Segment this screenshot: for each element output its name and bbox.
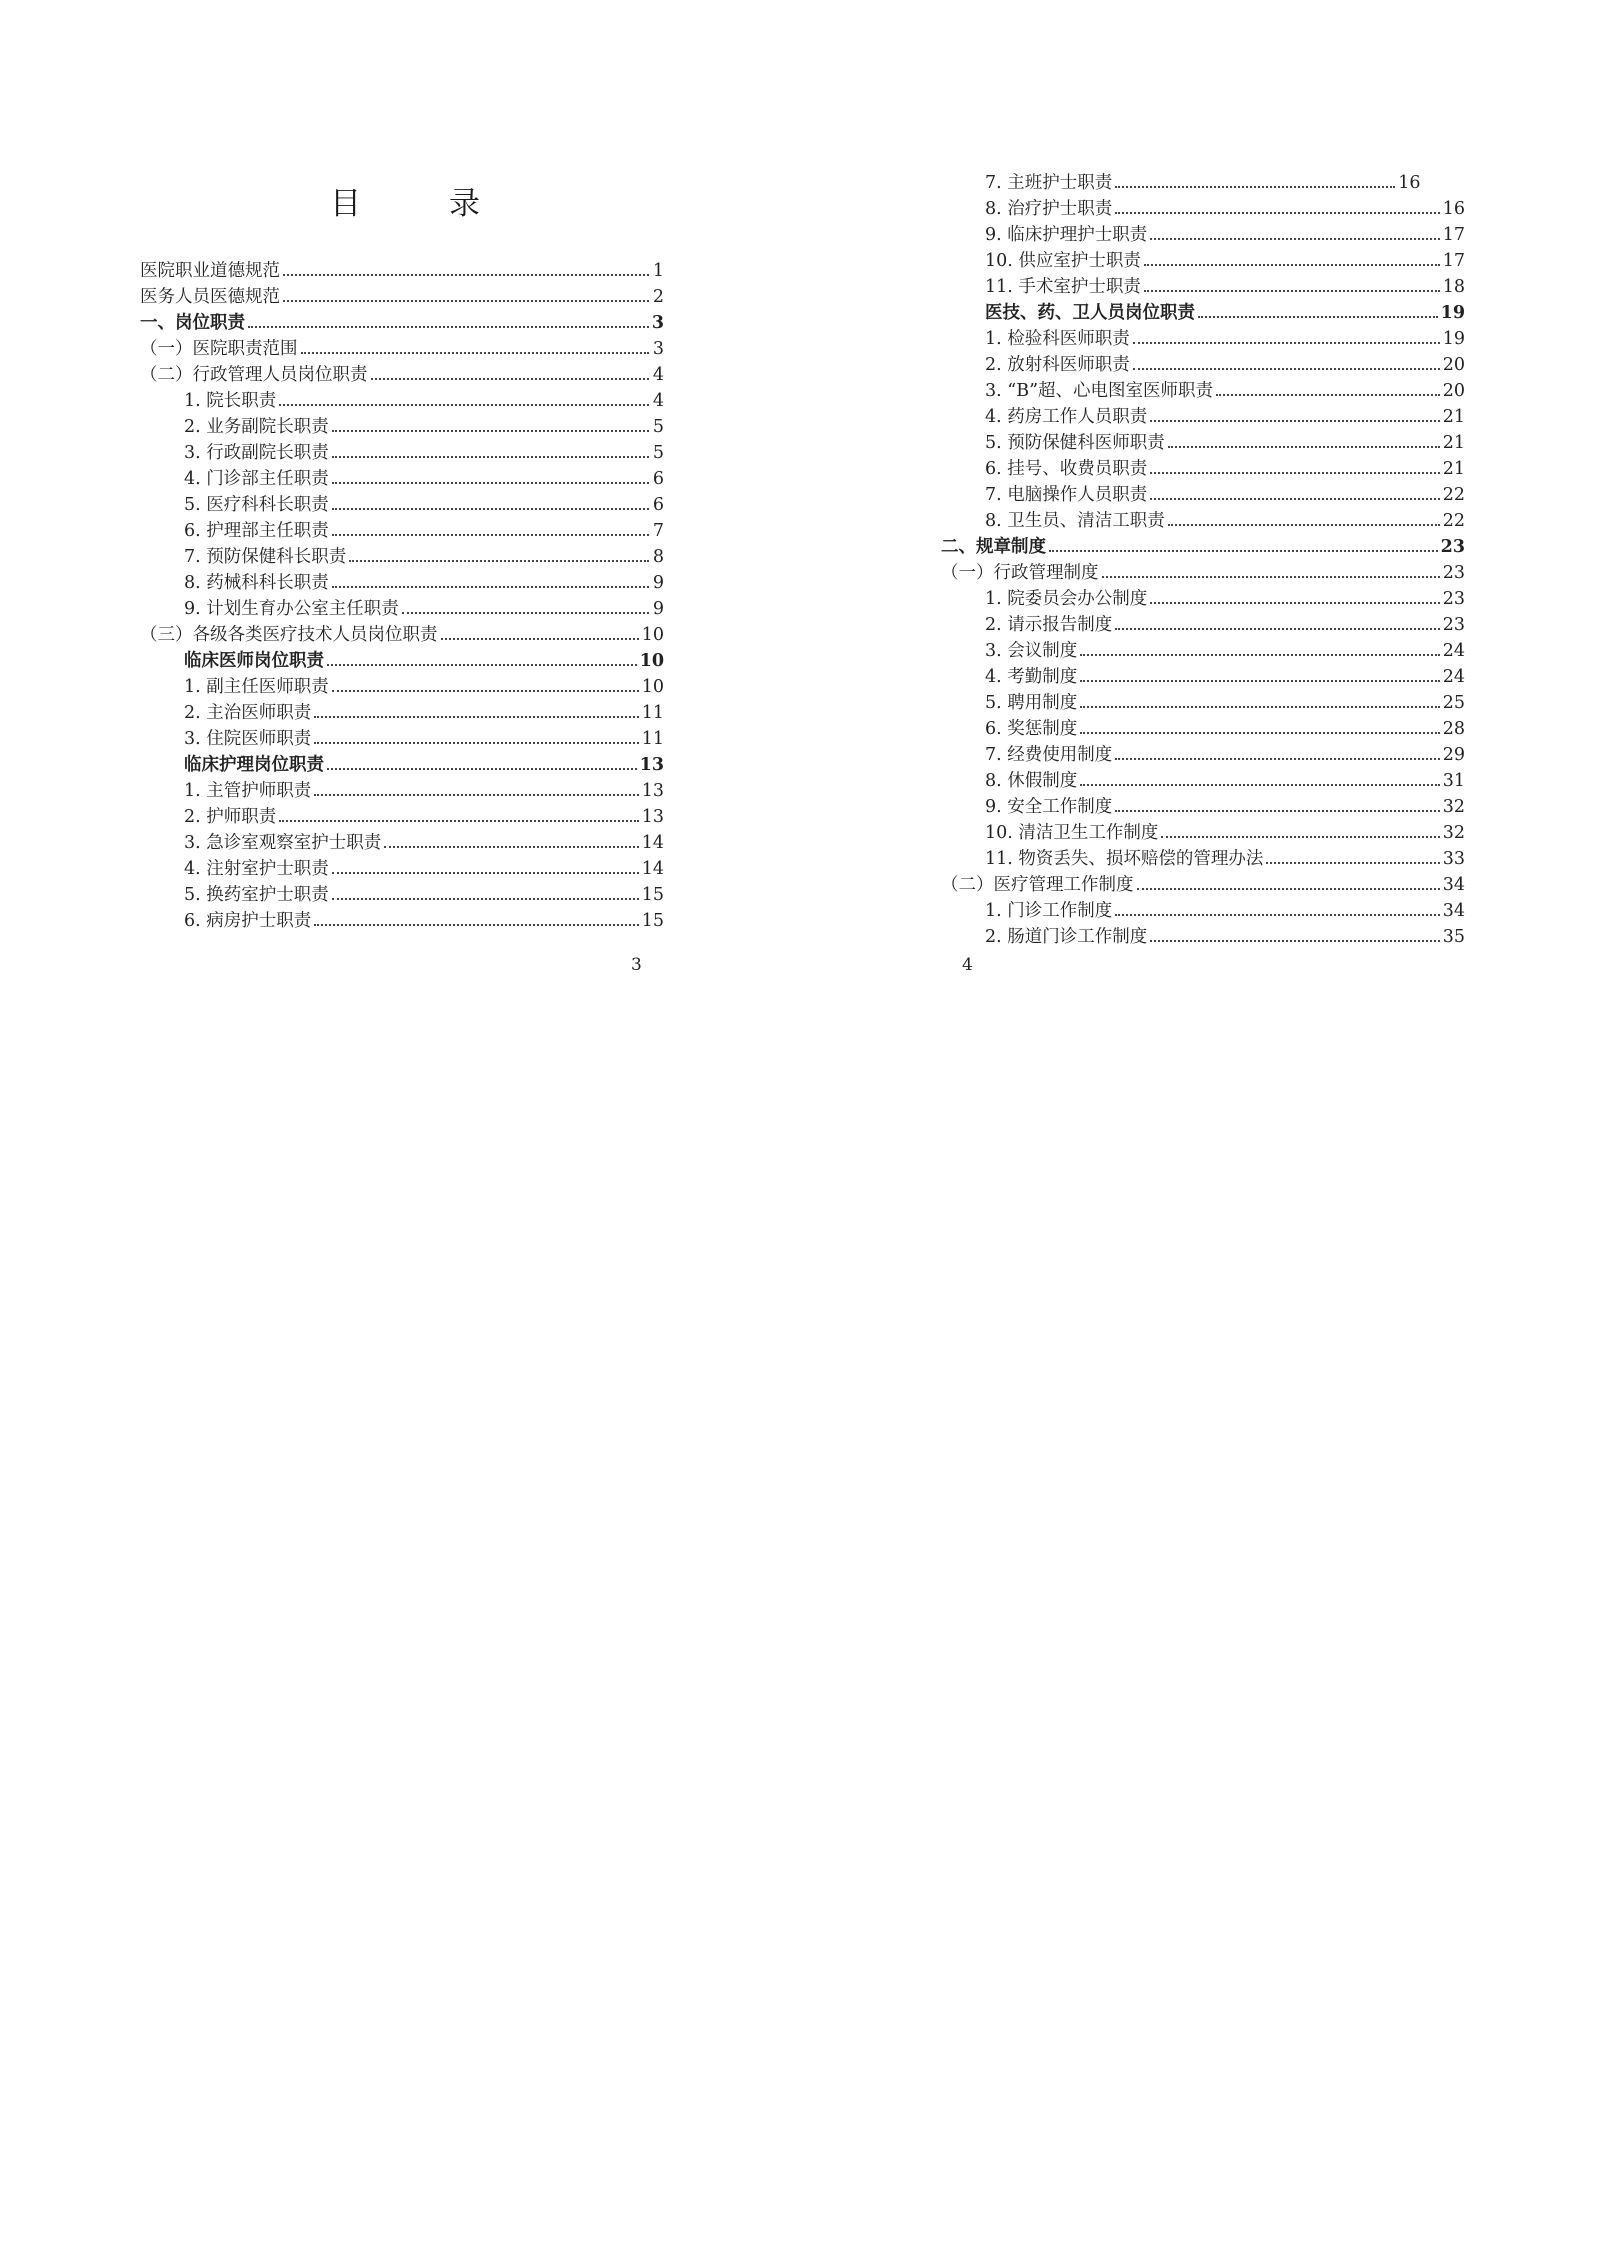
toc-entry-label: 10. 供应室护士职责 [985, 251, 1141, 271]
toc-entry[interactable] [140, 518, 664, 544]
toc-entry[interactable] [941, 898, 1465, 924]
toc-entry-page: 33 [1442, 849, 1465, 869]
toc-entry-label: （三）各级各类医疗技术人员岗位职责 [140, 625, 438, 645]
page-number-left: 3 [631, 955, 642, 975]
toc-entry-label: 8. 卫生员、清洁工职责 [985, 511, 1165, 531]
toc-entry-label: 3. 行政副院长职责 [184, 443, 329, 463]
dot-leader [1137, 888, 1440, 890]
dot-leader [1115, 914, 1439, 916]
toc-entry-page: 25 [1442, 693, 1465, 713]
page-title-char-2: 录 [449, 186, 480, 222]
toc-entry-label: 6. 奖惩制度 [985, 719, 1078, 739]
toc-entry-page: 5 [652, 417, 664, 437]
toc-entry[interactable] [941, 690, 1465, 716]
toc-entry-label: 2. 请示报告制度 [985, 615, 1113, 635]
toc-entry-label: 临床护理岗位职责 [184, 755, 324, 775]
toc-entry[interactable] [941, 248, 1465, 274]
toc-entry-page: 17 [1442, 251, 1465, 271]
dot-leader [1150, 420, 1439, 422]
toc-entry-page: 3 [651, 313, 664, 333]
dot-leader [332, 690, 639, 692]
toc-entry-label: 3. 会议制度 [985, 641, 1078, 661]
toc-entry-page: 14 [641, 859, 664, 879]
toc-entry-page: 16 [1442, 199, 1465, 219]
dot-leader [1133, 342, 1440, 344]
toc-entry-page: 5 [652, 443, 664, 463]
dot-leader [332, 430, 649, 432]
toc-entry[interactable] [941, 274, 1465, 300]
toc-entry-page: 10 [641, 677, 664, 697]
toc-entry[interactable] [140, 414, 664, 440]
toc-entry-label: 7. 经费使用制度 [985, 745, 1113, 765]
toc-entry-page: 19 [1442, 329, 1465, 349]
dot-leader [441, 638, 639, 640]
toc-entry-label: 4. 考勤制度 [985, 667, 1078, 687]
toc-entry-label: 4. 注射室护士职责 [184, 859, 329, 879]
toc-entry-label: 1. 主管护师职责 [184, 781, 312, 801]
dot-leader [332, 482, 649, 484]
toc-entry[interactable] [941, 820, 1465, 846]
toc-entry-page: 14 [641, 833, 664, 853]
dot-leader [314, 716, 638, 718]
dot-leader [1144, 290, 1440, 292]
dot-leader [1150, 940, 1439, 942]
dot-leader [1115, 186, 1395, 188]
dot-leader [301, 352, 650, 354]
dot-leader [332, 586, 649, 588]
dot-leader [332, 898, 639, 900]
dot-leader [1216, 394, 1440, 396]
toc-entry[interactable] [140, 440, 664, 466]
toc-entry[interactable] [140, 908, 664, 934]
dot-leader [1115, 212, 1439, 214]
toc-entry-page: 18 [1442, 277, 1465, 297]
toc-entry[interactable] [941, 924, 1465, 950]
dot-leader [332, 456, 649, 458]
toc-entry-label: 临床医师岗位职责 [184, 651, 324, 671]
toc-entry-label: 7. 电脑操作人员职责 [985, 485, 1148, 505]
toc-entry[interactable] [140, 648, 664, 674]
toc-entry-page: 21 [1442, 433, 1465, 453]
dot-leader [1080, 784, 1439, 786]
dot-leader [1266, 862, 1439, 864]
toc-entry[interactable] [140, 622, 664, 648]
toc-entry[interactable] [140, 466, 664, 492]
dot-leader [1080, 706, 1439, 708]
toc-entry-page: 4 [652, 391, 664, 411]
toc-entry-label: 5. 预防保健科医师职责 [985, 433, 1165, 453]
toc-entry[interactable] [941, 430, 1465, 456]
toc-entry[interactable] [140, 258, 664, 284]
toc-entry-page: 16 [1398, 173, 1421, 193]
toc-entry-page: 35 [1442, 927, 1465, 947]
dot-leader [279, 820, 638, 822]
toc-entry-page: 21 [1442, 407, 1465, 427]
toc-entry[interactable] [140, 778, 664, 804]
toc-entry-label: 1. 院委员会办公制度 [985, 589, 1148, 609]
toc-entry[interactable] [941, 664, 1465, 690]
toc-entry-label: 1. 院长职责 [184, 391, 277, 411]
dot-leader [1161, 836, 1439, 838]
toc-left-column [140, 258, 664, 934]
toc-entry[interactable] [140, 336, 664, 362]
toc-entry-label: （一）医院职责范围 [140, 339, 298, 359]
toc-entry-label: 1. 检验科医师职责 [985, 329, 1130, 349]
toc-entry[interactable] [140, 284, 664, 310]
toc-entry-page: 34 [1442, 875, 1465, 895]
toc-entry[interactable] [941, 482, 1465, 508]
toc-entry[interactable] [140, 882, 664, 908]
toc-entry-label: 2. 主治医师职责 [184, 703, 312, 723]
dot-leader [332, 872, 639, 874]
toc-entry-page: 24 [1442, 667, 1465, 687]
toc-entry-page: 32 [1442, 823, 1465, 843]
toc-entry-label: 医务人员医德规范 [140, 287, 280, 307]
dot-leader [314, 924, 638, 926]
toc-entry-page: 11 [641, 703, 664, 723]
toc-entry-label: 1. 副主任医师职责 [184, 677, 329, 697]
toc-entry-label: 2. 放射科医师职责 [985, 355, 1130, 375]
toc-entry[interactable] [941, 222, 1465, 248]
toc-entry[interactable] [140, 388, 664, 414]
toc-entry-label: （一）行政管理制度 [941, 563, 1099, 583]
toc-entry-label: 4. 药房工作人员职责 [985, 407, 1148, 427]
toc-entry[interactable] [941, 352, 1465, 378]
toc-entry-label: 4. 门诊部主任职责 [184, 469, 329, 489]
dot-leader [1080, 654, 1439, 656]
toc-entry[interactable] [140, 830, 664, 856]
dot-leader [1080, 680, 1439, 682]
toc-entry-page: 8 [652, 547, 664, 567]
toc-entry-label: 二、规章制度 [941, 537, 1046, 557]
toc-entry-page: 32 [1442, 797, 1465, 817]
dot-leader [1133, 368, 1440, 370]
toc-entry-page: 29 [1442, 745, 1465, 765]
toc-entry[interactable] [140, 310, 664, 336]
toc-entry-label: 8. 药械科科长职责 [184, 573, 329, 593]
dot-leader [1150, 472, 1439, 474]
toc-entry-page: 13 [641, 781, 664, 801]
dot-leader [248, 326, 649, 328]
toc-entry-label: 2. 护师职责 [184, 807, 277, 827]
toc-entry-page: 13 [639, 755, 664, 775]
toc-entry[interactable] [140, 674, 664, 700]
toc-entry[interactable] [941, 534, 1465, 560]
toc-entry-page: 19 [1440, 303, 1465, 323]
dot-leader [1102, 576, 1440, 578]
dot-leader [1150, 238, 1439, 240]
toc-entry-label: （二）行政管理人员岗位职责 [140, 365, 368, 385]
page-title-char-1: 目 [330, 186, 361, 222]
toc-entry-label: 3. “B”超、心电图室医师职责 [985, 381, 1214, 401]
dot-leader [327, 664, 637, 666]
dot-leader [332, 508, 649, 510]
toc-entry-page: 15 [641, 911, 664, 931]
toc-entry[interactable] [140, 856, 664, 882]
dot-leader [1144, 264, 1440, 266]
toc-entry-page: 6 [652, 495, 664, 515]
toc-entry[interactable] [941, 404, 1465, 430]
toc-entry-page: 11 [641, 729, 664, 749]
toc-entry-label: 一、岗位职责 [140, 313, 245, 333]
toc-entry-label: 5. 医疗科科长职责 [184, 495, 329, 515]
toc-entry[interactable] [140, 570, 664, 596]
toc-entry[interactable] [140, 544, 664, 570]
toc-entry-page: 15 [641, 885, 664, 905]
toc-entry-label: 7. 预防保健科长职责 [184, 547, 347, 567]
toc-entry-page: 23 [1440, 537, 1465, 557]
toc-entry[interactable] [140, 596, 664, 622]
toc-entry-label: 5. 换药室护士职责 [184, 885, 329, 905]
toc-entry[interactable] [941, 612, 1465, 638]
dot-leader [283, 300, 649, 302]
toc-entry-page: 23 [1442, 589, 1465, 609]
toc-entry[interactable] [941, 196, 1465, 222]
dot-leader [1150, 602, 1439, 604]
dot-leader [314, 794, 638, 796]
toc-entry-page: 20 [1442, 355, 1465, 375]
toc-entry-label: 6. 护理部主任职责 [184, 521, 329, 541]
toc-entry-page: 28 [1442, 719, 1465, 739]
toc-entry[interactable] [941, 456, 1465, 482]
dot-leader [1198, 316, 1438, 318]
dot-leader [314, 742, 638, 744]
toc-entry-label: 医技、药、卫人员岗位职责 [985, 303, 1195, 323]
dot-leader [1168, 446, 1440, 448]
dot-leader [1080, 732, 1439, 734]
dot-leader [332, 534, 649, 536]
toc-entry[interactable] [140, 700, 664, 726]
toc-entry[interactable] [941, 586, 1465, 612]
toc-entry[interactable] [941, 768, 1465, 794]
toc-entry[interactable] [140, 752, 664, 778]
toc-entry[interactable] [941, 742, 1465, 768]
toc-entry-page: 1 [652, 261, 664, 281]
toc-entry-label: 11. 物资丢失、损坏赔偿的管理办法 [985, 849, 1264, 869]
dot-leader [1150, 498, 1439, 500]
toc-entry-page: 22 [1442, 511, 1465, 531]
toc-entry-label: （二）医疗管理工作制度 [941, 875, 1134, 895]
toc-entry-page: 20 [1442, 381, 1465, 401]
dot-leader [1049, 550, 1438, 552]
toc-entry-label: 6. 挂号、收费员职责 [985, 459, 1148, 479]
toc-entry-label: 1. 门诊工作制度 [985, 901, 1113, 921]
dot-leader [371, 378, 650, 380]
toc-right-column [941, 170, 1465, 950]
toc-entry[interactable] [140, 726, 664, 752]
toc-entry-label: 11. 手术室护士职责 [985, 277, 1141, 297]
toc-entry-label: 5. 聘用制度 [985, 693, 1078, 713]
toc-entry-label: 9. 计划生育办公室主任职责 [184, 599, 399, 619]
toc-entry[interactable] [941, 508, 1465, 534]
toc-entry-page: 23 [1442, 563, 1465, 583]
toc-entry[interactable] [140, 492, 664, 518]
toc-entry-label: 9. 安全工作制度 [985, 797, 1113, 817]
dot-leader [1115, 758, 1439, 760]
toc-entry-label: 8. 休假制度 [985, 771, 1078, 791]
dot-leader [1115, 810, 1439, 812]
toc-entry-page: 34 [1442, 901, 1465, 921]
toc-entry-page: 10 [639, 651, 664, 671]
toc-entry[interactable] [140, 362, 664, 388]
toc-entry-page: 2 [652, 287, 664, 307]
toc-entry-label: 10. 清洁卫生工作制度 [985, 823, 1159, 843]
toc-entry-label: 2. 肠道门诊工作制度 [985, 927, 1148, 947]
dot-leader [402, 612, 649, 614]
toc-entry-label: 7. 主班护士职责 [985, 173, 1113, 193]
dot-leader [384, 846, 638, 848]
toc-entry-page: 7 [652, 521, 664, 541]
toc-entry-page: 13 [641, 807, 664, 827]
toc-entry[interactable] [941, 872, 1465, 898]
toc-entry[interactable] [941, 560, 1465, 586]
toc-entry-page: 4 [652, 365, 664, 385]
toc-entry-label: 医院职业道德规范 [140, 261, 280, 281]
toc-entry[interactable] [941, 378, 1465, 404]
toc-entry[interactable] [941, 300, 1465, 326]
toc-entry-label: 9. 临床护理护士职责 [985, 225, 1148, 245]
toc-entry[interactable] [941, 170, 1465, 196]
toc-entry-page: 3 [652, 339, 664, 359]
toc-entry-page: 31 [1442, 771, 1465, 791]
toc-entry-page: 24 [1442, 641, 1465, 661]
toc-entry[interactable] [941, 716, 1465, 742]
toc-entry-page: 10 [641, 625, 664, 645]
toc-entry[interactable] [941, 846, 1465, 872]
toc-entry-page: 6 [652, 469, 664, 489]
toc-entry-label: 8. 治疗护士职责 [985, 199, 1113, 219]
toc-entry-label: 6. 病房护士职责 [184, 911, 312, 931]
toc-entry-page: 9 [652, 573, 664, 593]
toc-entry-page: 22 [1442, 485, 1465, 505]
toc-entry-page: 17 [1442, 225, 1465, 245]
dot-leader [283, 274, 649, 276]
toc-entry[interactable] [941, 326, 1465, 352]
dot-leader [279, 404, 649, 406]
toc-entry-label: 2. 业务副院长职责 [184, 417, 329, 437]
dot-leader [349, 560, 649, 562]
toc-entry-label: 3. 急诊室观察室护士职责 [184, 833, 382, 853]
page-number-right: 4 [962, 955, 973, 975]
dot-leader [1168, 524, 1440, 526]
toc-entry-label: 3. 住院医师职责 [184, 729, 312, 749]
dot-leader [1115, 628, 1439, 630]
page-title [330, 178, 480, 223]
toc-entry[interactable] [140, 804, 664, 830]
toc-entry-page: 9 [652, 599, 664, 619]
toc-entry-page: 23 [1442, 615, 1465, 635]
toc-entry[interactable] [941, 638, 1465, 664]
toc-entry[interactable] [941, 794, 1465, 820]
toc-entry-page: 21 [1442, 459, 1465, 479]
dot-leader [327, 768, 637, 770]
